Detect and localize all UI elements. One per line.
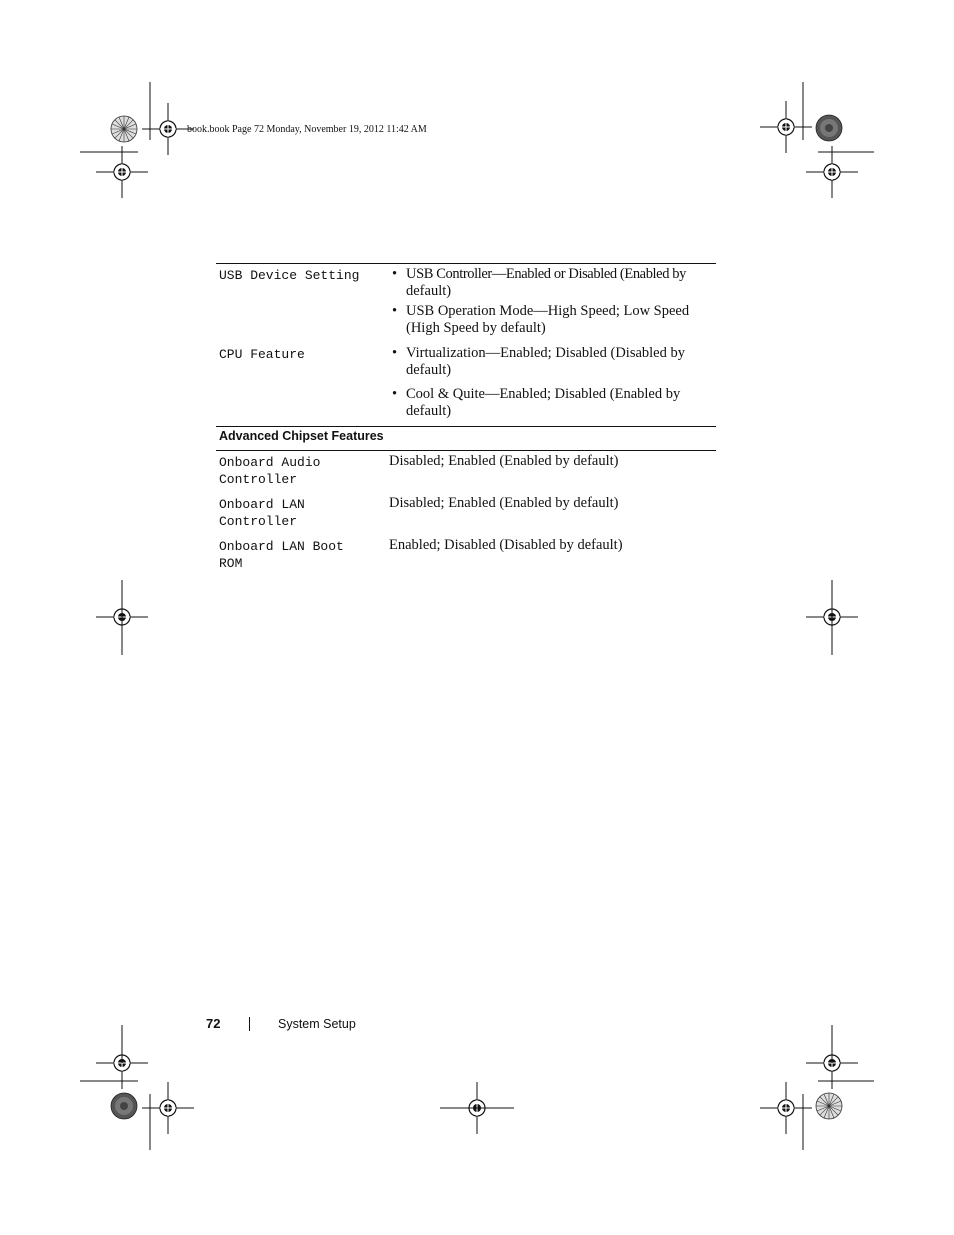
setting-value: Disabled; Enabled (Enabled by default) <box>389 453 619 469</box>
bullet-item <box>392 303 692 339</box>
star-target-mark <box>816 1093 842 1119</box>
setting-name-line: Onboard Audio <box>219 455 321 470</box>
setting-name: CPU Feature <box>219 347 305 362</box>
bullet-item <box>392 266 692 302</box>
bullet-text: default) <box>406 283 452 299</box>
registration-mark <box>806 146 858 198</box>
star-target-mark <box>816 115 842 141</box>
footer-separator <box>249 1017 250 1031</box>
footer-section-title: System Setup <box>278 1017 356 1031</box>
setting-name <box>219 538 344 572</box>
page-number: 72 <box>206 1016 221 1031</box>
bullet-item <box>392 386 692 422</box>
bullet-symbol: • <box>392 386 398 402</box>
registration-mark <box>96 146 148 198</box>
bullet-symbol: • <box>392 266 398 282</box>
registration-mark <box>760 1082 812 1134</box>
bullet-text: (High Speed by default) <box>406 320 546 336</box>
setting-value: Disabled; Enabled (Enabled by default) <box>389 495 619 511</box>
setting-name-line: Controller <box>219 514 298 529</box>
bullet-text: USB Controller—Enabled or Disabled (Enabled by <box>406 266 686 282</box>
setting-name: USB Device Setting <box>219 268 360 283</box>
bullet-text: default) <box>406 362 452 378</box>
setting-name <box>219 454 320 488</box>
bullet-symbol: • <box>392 345 398 361</box>
star-target-mark <box>111 1093 137 1119</box>
print-file-info: book.book Page 72 Monday, November 19, 2012 11:42 AM <box>187 124 427 135</box>
bullet-text: Cool & Quite—Enabled; Disabled (Enabled by <box>406 386 681 402</box>
table-top-rule <box>216 263 716 264</box>
bullet-text: default) <box>406 403 452 419</box>
registration-mark <box>760 101 812 153</box>
star-target-mark <box>111 116 137 142</box>
setting-name-line: Controller <box>219 472 298 487</box>
bullet-text: USB Operation Mode—High Speed; Low Speed <box>406 303 690 319</box>
setting-name-line: Onboard LAN <box>219 497 305 512</box>
setting-name-line: ROM <box>219 556 243 571</box>
section-title: Advanced Chipset Features <box>219 429 384 443</box>
section-top-rule <box>216 426 716 427</box>
setting-value: Enabled; Disabled (Disabled by default) <box>389 537 623 553</box>
setting-name <box>219 496 305 530</box>
setting-name-line: Onboard LAN Boot <box>219 539 344 554</box>
bullet-symbol: • <box>392 303 398 319</box>
bullet-text: Virtualization—Enabled; Disabled (Disabled by <box>406 345 685 361</box>
bullet-item <box>392 345 692 381</box>
section-bottom-rule <box>216 450 716 451</box>
